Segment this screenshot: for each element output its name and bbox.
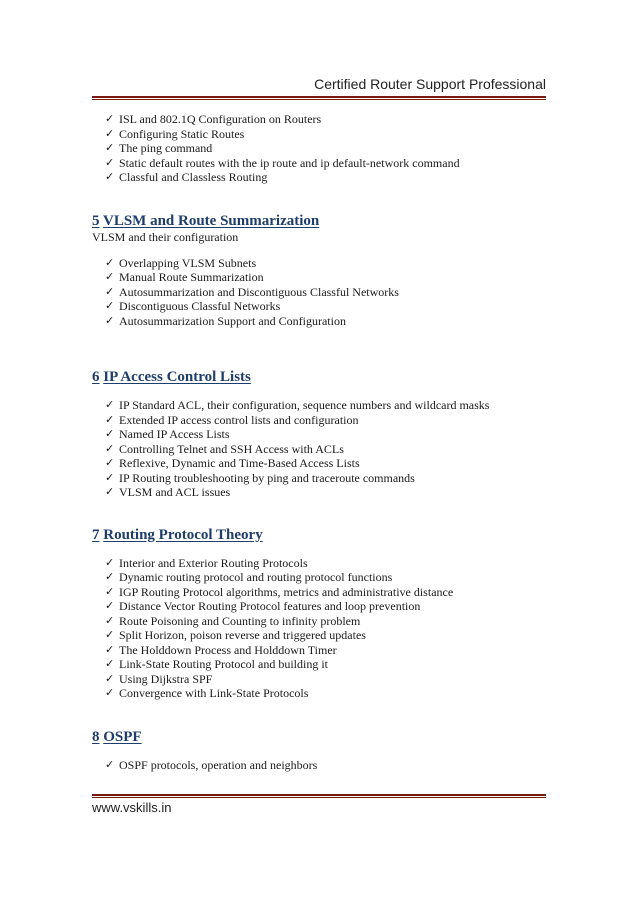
section-number: 7	[92, 526, 100, 543]
list-item: ✓ Link-State Routing Protocol and building it	[105, 657, 328, 671]
checkmark-icon: ✓	[105, 757, 115, 771]
list-item: ✓ Dynamic routing protocol and routing protocol functions	[105, 570, 393, 584]
checkmark-icon: ✓	[105, 441, 115, 455]
section-title: VLSM and Route Summarization	[102, 212, 320, 229]
checkmark-icon: ✓	[105, 584, 115, 598]
list-item: ✓ VLSM and ACL issues	[105, 485, 231, 499]
section-heading-routing-theory	[92, 527, 552, 544]
checkmark-icon: ✓	[105, 155, 115, 169]
list-item: ✓ ISL and 802.1Q Configuration on Routers	[105, 112, 322, 126]
list-item: ✓ IGP Routing Protocol algorithms, metrics and administrative distance	[105, 584, 454, 599]
checkmark-icon: ✓	[105, 141, 115, 154]
page-header: Certified Router Support Professional	[314, 76, 546, 92]
checkmark-icon: ✓	[105, 126, 115, 140]
footer-url: www.vskills.in	[92, 800, 172, 815]
checkmark-icon: ✓	[105, 470, 115, 484]
checkmark-icon: ✓	[105, 671, 115, 685]
section-number: 8	[92, 728, 100, 745]
checkmark-icon: ✓	[105, 412, 115, 426]
list-item: ✓ The Holddown Process and Holddown Timer	[105, 642, 337, 657]
checkmark-icon: ✓	[105, 642, 115, 656]
checkmark-icon: ✓	[105, 427, 115, 440]
list-item: ✓ Convergence with Link-State Protocols	[105, 686, 309, 700]
list-item: ✓ Autosummarization Support and Configuration	[105, 313, 346, 328]
checkmark-icon: ✓	[105, 299, 115, 312]
checkmark-icon: ✓	[105, 270, 115, 283]
section-list-vlsm	[92, 256, 552, 329]
checkmark-icon: ✓	[105, 170, 115, 183]
checkmark-icon: ✓	[105, 686, 115, 699]
list-item: ✓ Reflexive, Dynamic and Time-Based Access Lists	[105, 456, 360, 470]
checkmark-icon: ✓	[105, 485, 115, 498]
list-item: ✓ Route Poisoning and Counting to infinity problem	[105, 613, 361, 628]
list-item: ✓ Manual Route Summarization	[105, 270, 264, 284]
section-title: OSPF	[103, 728, 142, 745]
list-item: ✓ Distance Vector Routing Protocol features and loop prevention	[105, 599, 421, 613]
section-title: IP Access Control Lists	[103, 369, 251, 385]
list-item: ✓ OSPF protocols, operation and neighbors	[105, 757, 318, 772]
list-item: ✓ Named IP Access Lists	[105, 427, 230, 441]
intro-list	[92, 112, 552, 185]
list-item: ✓ The ping command	[105, 141, 213, 155]
list-item: ✓ Discontiguous Classful Networks	[105, 299, 281, 313]
section-number: 6	[92, 369, 100, 385]
list-item: ✓ Autosummarization and Discontiguous Classful Networks	[105, 284, 399, 299]
section-list-ospf	[92, 758, 552, 773]
section-heading-ospf	[92, 729, 552, 746]
checkmark-icon: ✓	[105, 284, 115, 298]
footer-rule	[92, 794, 546, 798]
header-rule	[92, 96, 546, 100]
list-item: ✓ Overlapping VLSM Subnets	[105, 255, 257, 270]
checkmark-icon: ✓	[105, 112, 115, 125]
page-content	[92, 112, 552, 772]
list-item: ✓ Split Horizon, poison reverse and triggered updates	[105, 628, 366, 642]
checkmark-icon: ✓	[105, 555, 115, 569]
section-list-acl	[92, 398, 552, 500]
section-description: VLSM and their configuration	[92, 229, 239, 244]
list-item: ✓ Configuring Static Routes	[105, 126, 245, 141]
list-item: ✓ Static default routes with the ip route and ip default-network command	[105, 155, 460, 170]
checkmark-icon: ✓	[105, 255, 115, 269]
list-item: ✓ Controlling Telnet and SSH Access with ACLs	[105, 441, 344, 456]
section-title: Routing Protocol Theory	[103, 526, 263, 543]
list-item: ✓ IP Standard ACL, their configuration, sequence numbers and wildcard masks	[105, 398, 490, 412]
section-number: 5	[92, 212, 100, 229]
list-item: ✓ Classful and Classless Routing	[105, 170, 268, 184]
checkmark-icon: ✓	[105, 398, 115, 411]
list-item: ✓ Extended IP access control lists and configuration	[105, 412, 359, 427]
checkmark-icon: ✓	[105, 313, 115, 327]
checkmark-icon: ✓	[105, 456, 115, 469]
list-item: ✓ Using Dijkstra SPF	[105, 671, 213, 686]
checkmark-icon: ✓	[105, 599, 115, 612]
section-heading-acl	[92, 369, 552, 386]
checkmark-icon: ✓	[105, 570, 115, 583]
checkmark-icon: ✓	[105, 657, 115, 670]
section-heading-vlsm	[92, 213, 552, 230]
checkmark-icon: ✓	[105, 628, 115, 641]
list-item: ✓ IP Routing troubleshooting by ping and traceroute commands	[105, 470, 415, 485]
section-list-routing-theory	[92, 556, 552, 701]
list-item: ✓ Interior and Exterior Routing Protocols	[105, 555, 308, 570]
checkmark-icon: ✓	[105, 613, 115, 627]
